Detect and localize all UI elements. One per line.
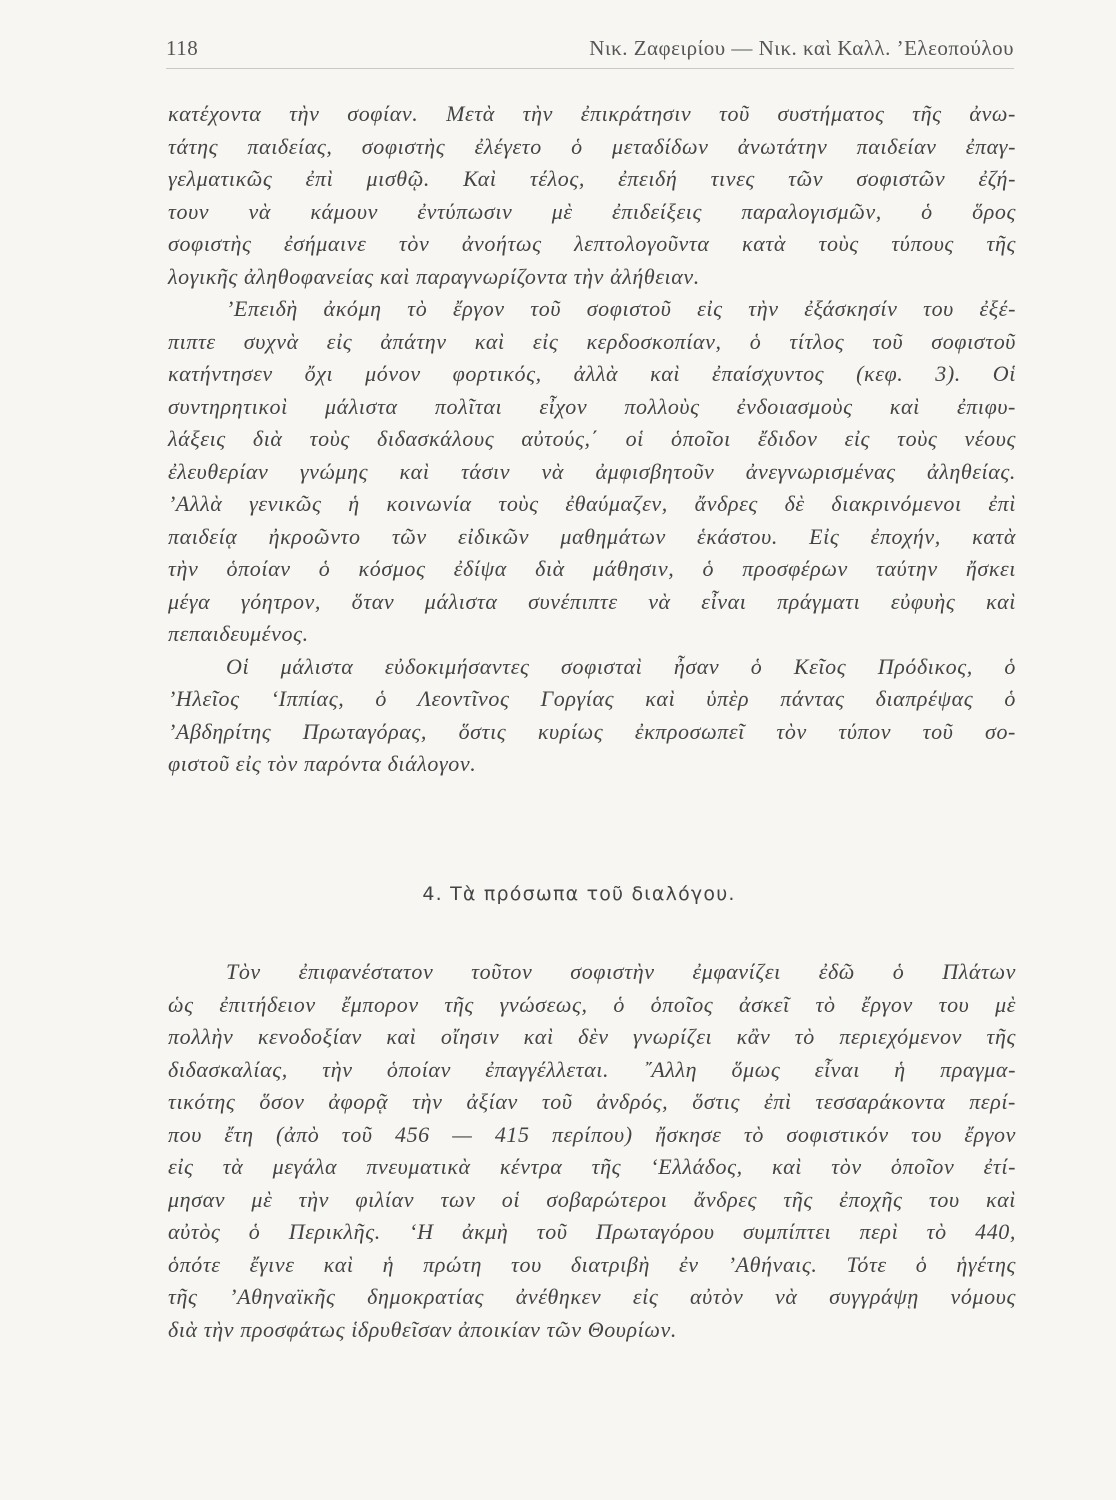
paragraph-4	[168, 956, 1016, 1346]
text-line: διὰ τὴν προσφάτως ἱδρυθεῖσαν ἀποικίαν τῶν Θουρίων.	[168, 1316, 677, 1342]
text-line: διδασκαλίας, τὴν ὁποίαν ἐπαγγέλλεται. ῎Αλλη ὅμως εἶναι ἡ πραγμα-	[168, 1056, 1016, 1082]
text-line: κατήντησεν ὄχι μόνον φορτικός, ἀλλὰ καὶ ἐπαίσχυντος (κεφ. 3). Οἱ	[168, 361, 1016, 386]
text-line: πολλὴν κενοδοξίαν καὶ οἴησιν καὶ δὲν γνωρίζει κἂν τὸ περιεχόμενον τῆς	[168, 1024, 1016, 1049]
text-line: αὐτὸς ὁ Περικλῆς. ‘Η ἀκμὴ τοῦ Πρωταγόρου συμπίπτει περὶ τὸ 440,	[168, 1219, 1016, 1244]
body-text-lower	[168, 956, 1016, 1346]
text-line: ὡς ἐπιτήδειον ἔμπορον τῆς γνώσεως, ὁ ὁποῖος ἀσκεῖ τὸ ἔργον του μὲ	[168, 991, 1016, 1017]
text-line: Τὸν ἐπιφανέστατον τοῦτον σοφιστὴν ἐμφανίζει ἐδῶ ὁ Πλάτων	[226, 959, 1016, 984]
paragraph-1	[168, 98, 1016, 293]
text-line: ἐλευθερίαν γνώμης καὶ τάσιν νὰ ἀμφισβητοῦν ἀνεγνωρισμένας ἀληθείας.	[168, 458, 1016, 484]
text-line: τικότης ὅσον ἀφορᾷ τὴν ἀξίαν τοῦ ἀνδρός, ὅστις ἐπὶ τεσσαράκοντα περί-	[168, 1089, 1016, 1114]
running-header	[166, 36, 1014, 62]
text-line: τὴν ὁποίαν ὁ κόσμος ἐδίψα διὰ μάθησιν, ὁ προσφέρων ταύτην ἤσκει	[168, 556, 1016, 581]
page-number: 118	[166, 36, 199, 60]
text-line: πιπτε συχνὰ εἰς ἀπάτην καὶ εἰς κερδοσκοπίαν, ὁ τίτλος τοῦ σοφιστοῦ	[168, 328, 1016, 354]
text-line: Οἱ μάλιστα εὐδοκιμήσαντες σοφισταὶ ἦσαν ὁ Κεῖος Πρόδικος, ὁ	[226, 653, 1016, 679]
text-line: που ἔτη (ἀπὸ τοῦ 456 — 415 περίπου) ἤσκησε τὸ σοφιστικόν του ἔργον	[168, 1121, 1016, 1147]
text-line: φιστοῦ εἰς τὸν παρόντα διάλογον.	[168, 751, 477, 776]
text-line: ’Ηλεῖος ‘Ιππίας, ὁ Λεοντῖνος Γοργίας καὶ ὑπὲρ πάντας διαπρέψας ὁ	[168, 686, 1016, 711]
text-line: παιδείᾳ ἠκροῶντο τῶν εἰδικῶν μαθημάτων ἑκάστου. Εἰς ἐποχήν, κατὰ	[168, 523, 1016, 549]
text-line: συντηρητικοὶ μάλιστα πολῖται εἶχον πολλοὺς ἐνδοιασμοὺς καὶ ἐπιφυ-	[168, 393, 1016, 419]
running-title: Νικ. Ζαφειρίου — Νικ. καὶ Καλλ. ’Ελεοπούλου	[589, 36, 1014, 60]
text-line: κατέχοντα τὴν σοφίαν. Μετὰ τὴν ἐπικράτησιν τοῦ συστήματος τῆς ἀνω-	[168, 101, 1016, 126]
text-line: ’Επειδὴ ἀκόμη τὸ ἔργον τοῦ σοφιστοῦ εἰς τὴν ἐξάσκησίν του ἐξέ-	[226, 296, 1016, 321]
text-line: μέγα γόητρον, ὅταν μάλιστα συνέπιπτε νὰ εἶναι πράγματι εὐφυὴς καὶ	[168, 588, 1016, 614]
text-line: εἰς τὰ μεγάλα πνευματικὰ κέντρα τῆς ‘Ελλάδος, καὶ τὸν ὁποῖον ἐτί-	[168, 1154, 1016, 1179]
paragraph-2	[168, 293, 1016, 651]
text-line: ’Αβδηρίτης Πρωταγόρας, ὅστις κυρίως ἐκπροσωπεῖ τὸν τύπον τοῦ σο-	[168, 718, 1016, 744]
text-line: λογικῆς ἀληθοφανείας καὶ παραγνωρίζοντα τὴν ἀλήθειαν.	[168, 263, 700, 289]
text-line: μησαν μὲ τὴν φιλίαν των οἱ σοβαρώτεροι ἄνδρες τῆς ἐποχῆς του καὶ	[168, 1186, 1016, 1212]
text-line: γελματικῶς ἐπὶ μισθῷ. Καὶ τέλος, ἐπειδή τινες τῶν σοφιστῶν ἐζή-	[168, 166, 1016, 191]
text-line: λάξεις διὰ τοὺς διδασκάλους αὐτούς,΄ οἱ ὁποῖοι ἔδιδον εἰς τοὺς νέους	[168, 426, 1016, 451]
text-line: ’Αλλὰ γενικῶς ἡ κοινωνία τοὺς ἐθαύμαζεν, ἄνδρες δὲ διακρινόμενοι ἐπὶ	[168, 491, 1016, 516]
header-rule	[166, 68, 1014, 69]
text-line: σοφιστὴς ἐσήμαινε τὸν ἀνοήτως λεπτολογοῦντα κατὰ τοὺς τύπους τῆς	[168, 231, 1016, 256]
text-line: τῆς ’Αθηναϊκῆς δημοκρατίας ἀνέθηκεν εἰς αὐτὸν νὰ συγγράψῃ νόμους	[168, 1284, 1016, 1309]
text-line: τουν νὰ κάμουν ἐντύπωσιν μὲ ἐπιδείξεις παραλογισμῶν, ὁ ὅρος	[168, 198, 1016, 224]
body-text-upper	[168, 98, 1016, 781]
text-line: τάτης παιδείας, σοφιστὴς ἐλέγετο ὁ μεταδίδων ἀνωτάτην παιδείαν ἐπαγ-	[168, 133, 1016, 159]
text-line: ὁπότε ἔγινε καὶ ἡ πρώτη του διατριβὴ ἐν ’Αθήναις. Τότε ὁ ἡγέτης	[168, 1251, 1016, 1277]
paragraph-3	[168, 651, 1016, 781]
section-heading: 4. Τὰ πρόσωπα τοῦ διαλόγου.	[422, 883, 736, 905]
text-line: πεπαιδευμένος.	[168, 621, 309, 646]
